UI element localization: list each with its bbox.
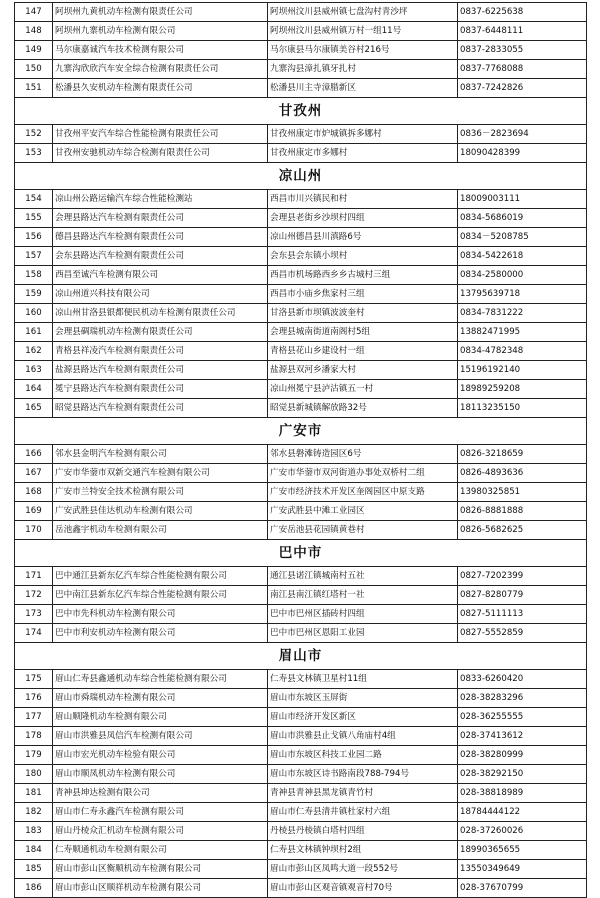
company-name: 西昌至诚汽车检测有限公司: [53, 266, 268, 285]
phone-number: 13980325851: [458, 483, 587, 502]
company-name: 冕宁县路达汽车检测有限责任公司: [53, 380, 268, 399]
company-name: 会东县路达汽车检测有限责任公司: [53, 247, 268, 266]
phone-number: 0826-3218659: [458, 445, 587, 464]
company-name: 眉山市彭山区衡顺机动车检测有限公司: [53, 860, 268, 879]
company-name: 会理县碉瑞机动车检测有限责任公司: [53, 323, 268, 342]
company-address: 西昌市川兴镇民和村: [268, 190, 458, 209]
table-row: [15, 399, 587, 418]
company-address: 眉山市仁寿县清井镇杜家村六组: [268, 803, 458, 822]
company-name: 眉山市彭山区顺祥机动车检测有限公司: [53, 879, 268, 898]
company-name: 德昌县路达汽车检测有限责任公司: [53, 228, 268, 247]
row-number: 154: [15, 190, 53, 209]
table-row: [15, 190, 587, 209]
table-row: [15, 79, 587, 98]
region-heading: 广安市: [15, 418, 587, 445]
row-number: 159: [15, 285, 53, 304]
company-address: 眉山市洪雅县止戈镇八角庙村4组: [268, 727, 458, 746]
row-number: 147: [15, 3, 53, 22]
table-row: [15, 727, 587, 746]
company-address: 甘孜州康定市多娜村: [268, 144, 458, 163]
company-address: 眉山市彭山区凤鸣大道一段552号: [268, 860, 458, 879]
row-number: 151: [15, 79, 53, 98]
phone-number: 0837-7768088: [458, 60, 587, 79]
company-address: 丹棱县丹棱镇白塔村四组: [268, 822, 458, 841]
row-number: 177: [15, 708, 53, 727]
row-number: 179: [15, 746, 53, 765]
phone-number: 0833-6260420: [458, 670, 587, 689]
company-name: 松潘县久安机动车检测有限责任公司: [53, 79, 268, 98]
table-row: [15, 708, 587, 727]
company-address: 马尔康县马尔康镇美谷村216号: [268, 41, 458, 60]
region-heading-row: [15, 98, 587, 125]
table-row: [15, 689, 587, 708]
table-body: [15, 3, 587, 898]
row-number: 171: [15, 567, 53, 586]
company-address: 青格县花山乡建设村一组: [268, 342, 458, 361]
table-row: [15, 483, 587, 502]
row-number: 173: [15, 605, 53, 624]
company-name: 眉山仁寿县鑫通机动车综合性能检测有限公司: [53, 670, 268, 689]
company-address: 盐源县双河乡潘家大村: [268, 361, 458, 380]
region-heading: 凉山州: [15, 163, 587, 190]
table-row: [15, 605, 587, 624]
inspection-station-table: [14, 2, 587, 898]
company-address: 眉山市东坡区科技工业园二路: [268, 746, 458, 765]
phone-number: 0827-5111113: [458, 605, 587, 624]
table-row: [15, 228, 587, 247]
phone-number: 028-38283296: [458, 689, 587, 708]
phone-number: 0834-7831222: [458, 304, 587, 323]
row-number: 158: [15, 266, 53, 285]
company-name: 甘孜州平安汽车综合性能检测有限责任公司: [53, 125, 268, 144]
table-row: [15, 464, 587, 483]
company-name: 青格县祥凌汽车检测有限责任公司: [53, 342, 268, 361]
table-row: [15, 784, 587, 803]
phone-number: 0837-2833055: [458, 41, 587, 60]
row-number: 160: [15, 304, 53, 323]
company-name: 广安市华蓥市双新交通汽车检测有限公司: [53, 464, 268, 483]
table-row: [15, 670, 587, 689]
phone-number: 0826-8881888: [458, 502, 587, 521]
company-address: 广安市华蓥市双河街道办事处双桥村二组: [268, 464, 458, 483]
table-row: [15, 765, 587, 784]
table-row: [15, 380, 587, 399]
phone-number: 0827-7202399: [458, 567, 587, 586]
phone-number: 13795639718: [458, 285, 587, 304]
table-row: [15, 361, 587, 380]
company-address: 仁寿县文林镇卫星村11组: [268, 670, 458, 689]
phone-number: 18989259208: [458, 380, 587, 399]
company-name: 阿坝州九黄机动车检测有限责任公司: [53, 3, 268, 22]
company-name: 巴中南江县新东亿汽车综合性能检测有限公司: [53, 586, 268, 605]
company-name: 巴中市利安机动车检测有限公司: [53, 624, 268, 643]
phone-number: 0836－2823694: [458, 125, 587, 144]
company-name: 青神县坤达检测有限公司: [53, 784, 268, 803]
phone-number: 18990365655: [458, 841, 587, 860]
company-name: 阿坝州九寨机动车检测有限公司: [53, 22, 268, 41]
company-address: 眉山市彭山区观音镇观音村70号: [268, 879, 458, 898]
company-name: 眉山丹棱众汇机动车检测有限公司: [53, 822, 268, 841]
table-row: [15, 445, 587, 464]
company-name: 广安市兰特安全技术检测有限公司: [53, 483, 268, 502]
company-address: 眉山市东坡区诗书路南段788-794号: [268, 765, 458, 784]
table-row: [15, 624, 587, 643]
table-row: [15, 586, 587, 605]
table-row: [15, 60, 587, 79]
company-name: 会理县路达汽车检测有限责任公司: [53, 209, 268, 228]
table-row: [15, 567, 587, 586]
company-address: 青神县青神县黑龙镇青竹村: [268, 784, 458, 803]
row-number: 174: [15, 624, 53, 643]
table-row: [15, 266, 587, 285]
company-name: 巴中市先科机动车检测有限公司: [53, 605, 268, 624]
company-name: 眉山市宏光机动车检验有限公司: [53, 746, 268, 765]
company-name: 巴中通江县新东亿汽车综合性能检测有限公司: [53, 567, 268, 586]
phone-number: 028-37670799: [458, 879, 587, 898]
region-heading: 甘孜州: [15, 98, 587, 125]
company-name: 眉山市顺凤机动车检测有限公司: [53, 765, 268, 784]
row-number: 150: [15, 60, 53, 79]
region-heading-row: [15, 163, 587, 190]
table-row: [15, 521, 587, 540]
table-row: [15, 342, 587, 361]
table-row: [15, 746, 587, 765]
phone-number: 028-38280999: [458, 746, 587, 765]
region-heading-row: [15, 643, 587, 670]
row-number: 161: [15, 323, 53, 342]
company-name: 盐源县路达汽车检测有限责任公司: [53, 361, 268, 380]
company-address: 松潘县川主寺漳腊新区: [268, 79, 458, 98]
phone-number: 0827-8280779: [458, 586, 587, 605]
company-address: 西昌市小庙乡焦家村三组: [268, 285, 458, 304]
phone-number: 0826-5682625: [458, 521, 587, 540]
company-address: 甘孜州康定市炉城镇拆多娜村: [268, 125, 458, 144]
row-number: 149: [15, 41, 53, 60]
phone-number: 13882471995: [458, 323, 587, 342]
row-number: 162: [15, 342, 53, 361]
row-number: 176: [15, 689, 53, 708]
company-name: 眉山市仁寿永鑫汽车检测有限公司: [53, 803, 268, 822]
phone-number: 028-36255555: [458, 708, 587, 727]
row-number: 170: [15, 521, 53, 540]
row-number: 155: [15, 209, 53, 228]
phone-number: 18090428399: [458, 144, 587, 163]
company-address: 巴中市巴州区恩阳工业园: [268, 624, 458, 643]
company-name: 广安武胜县佳达机动车检测有限公司: [53, 502, 268, 521]
company-address: 西昌市机场路西乡乡古城村三组: [268, 266, 458, 285]
company-address: 九寨沟县漳扎镇牙扎村: [268, 60, 458, 79]
table-row: [15, 247, 587, 266]
row-number: 157: [15, 247, 53, 266]
table-row: [15, 41, 587, 60]
company-name: 凉山州道兴科技有限公司: [53, 285, 268, 304]
company-address: 凉山州德昌县川滇路6号: [268, 228, 458, 247]
table-row: [15, 822, 587, 841]
table-row: [15, 323, 587, 342]
row-number: 167: [15, 464, 53, 483]
row-number: 183: [15, 822, 53, 841]
table-row: [15, 285, 587, 304]
company-address: 会东县会东镇小坝村: [268, 247, 458, 266]
phone-number: 0834-5422618: [458, 247, 587, 266]
phone-number: 0834-5686019: [458, 209, 587, 228]
company-address: 眉山市东坡区玉屏街: [268, 689, 458, 708]
region-heading: 眉山市: [15, 643, 587, 670]
phone-number: 0827-5552859: [458, 624, 587, 643]
row-number: 156: [15, 228, 53, 247]
phone-number: 15196192140: [458, 361, 587, 380]
phone-number: 18784444122: [458, 803, 587, 822]
table-row: [15, 144, 587, 163]
table-row: [15, 22, 587, 41]
company-address: 阿坝州汶川县威州镇万村一组11号: [268, 22, 458, 41]
region-heading-row: [15, 418, 587, 445]
phone-number: 0834-2580000: [458, 266, 587, 285]
region-heading: 巴中市: [15, 540, 587, 567]
company-name: 邻水县金明汽车检测有限公司: [53, 445, 268, 464]
company-name: 马尔康嘉诚汽车技术检测有限公司: [53, 41, 268, 60]
company-address: 仁寿县文林镇钟坝村2组: [268, 841, 458, 860]
table-row: [15, 125, 587, 144]
company-address: 广安岳池县花园镇黄巷村: [268, 521, 458, 540]
row-number: 185: [15, 860, 53, 879]
phone-number: 0834－5208785: [458, 228, 587, 247]
row-number: 148: [15, 22, 53, 41]
phone-number: 028-37260026: [458, 822, 587, 841]
table-row: [15, 879, 587, 898]
company-address: 广安武胜县中滩工业园区: [268, 502, 458, 521]
company-address: 通江县诺江镇城南村五社: [268, 567, 458, 586]
company-address: 广安市经济技术开发区奎阁园区中原支路: [268, 483, 458, 502]
row-number: 184: [15, 841, 53, 860]
company-name: 昭觉县路达汽车检测有限责任公司: [53, 399, 268, 418]
row-number: 169: [15, 502, 53, 521]
company-name: 凉山州公路运输汽车综合性能检测站: [53, 190, 268, 209]
row-number: 164: [15, 380, 53, 399]
company-address: 会理县城南街道南阁村5组: [268, 323, 458, 342]
row-number: 178: [15, 727, 53, 746]
phone-number: 13550349649: [458, 860, 587, 879]
row-number: 182: [15, 803, 53, 822]
phone-number: 18009003111: [458, 190, 587, 209]
company-name: 眉山市舜瑞机动车检测有限公司: [53, 689, 268, 708]
phone-number: 0826-4893636: [458, 464, 587, 483]
row-number: 166: [15, 445, 53, 464]
row-number: 168: [15, 483, 53, 502]
region-heading-row: [15, 540, 587, 567]
company-address: 邻水县磐滩铸造园区6号: [268, 445, 458, 464]
table-row: [15, 502, 587, 521]
company-name: 眉山顺隆机动车检测有限公司: [53, 708, 268, 727]
table-row: [15, 209, 587, 228]
table-row: [15, 860, 587, 879]
table-row: [15, 841, 587, 860]
company-address: 会理县老街乡沙坝村四组: [268, 209, 458, 228]
table-row: [15, 3, 587, 22]
row-number: 181: [15, 784, 53, 803]
row-number: 165: [15, 399, 53, 418]
row-number: 163: [15, 361, 53, 380]
phone-number: 028-38292150: [458, 765, 587, 784]
company-name: 甘孜州安驰机动车综合检测有限责任公司: [53, 144, 268, 163]
row-number: 186: [15, 879, 53, 898]
company-address: 巴中市巴州区插砖村四组: [268, 605, 458, 624]
phone-number: 028-37413612: [458, 727, 587, 746]
company-name: 眉山市洪雅县凤信汽车检测有限公司: [53, 727, 268, 746]
row-number: 175: [15, 670, 53, 689]
company-name: 岳池鑫宇机动车检测有限公司: [53, 521, 268, 540]
phone-number: 028-38818989: [458, 784, 587, 803]
phone-number: 0837-6448111: [458, 22, 587, 41]
table-row: [15, 803, 587, 822]
table-row: [15, 304, 587, 323]
row-number: 153: [15, 144, 53, 163]
company-address: 甘洛县新市坝镇波波奎村: [268, 304, 458, 323]
company-address: 凉山州冕宁县泸沽镇五一村: [268, 380, 458, 399]
phone-number: 0837-7242826: [458, 79, 587, 98]
phone-number: 0834-4782348: [458, 342, 587, 361]
company-address: 南江县南江镇红塔村一社: [268, 586, 458, 605]
row-number: 152: [15, 125, 53, 144]
company-name: 仁寿顺通机动车检测有限公司: [53, 841, 268, 860]
row-number: 180: [15, 765, 53, 784]
phone-number: 18113235150: [458, 399, 587, 418]
company-address: 昭觉县新城镇解放路32号: [268, 399, 458, 418]
company-address: 阿坝州汶川县威州镇七盘沟村青沙坪: [268, 3, 458, 22]
company-address: 眉山市经济开发区新区: [268, 708, 458, 727]
company-name: 九寨沟欣欣汽车安全综合检测有限责任公司: [53, 60, 268, 79]
phone-number: 0837-6225638: [458, 3, 587, 22]
row-number: 172: [15, 586, 53, 605]
company-name: 凉山州甘洛县银都便民机动车检测有限责任公司: [53, 304, 268, 323]
